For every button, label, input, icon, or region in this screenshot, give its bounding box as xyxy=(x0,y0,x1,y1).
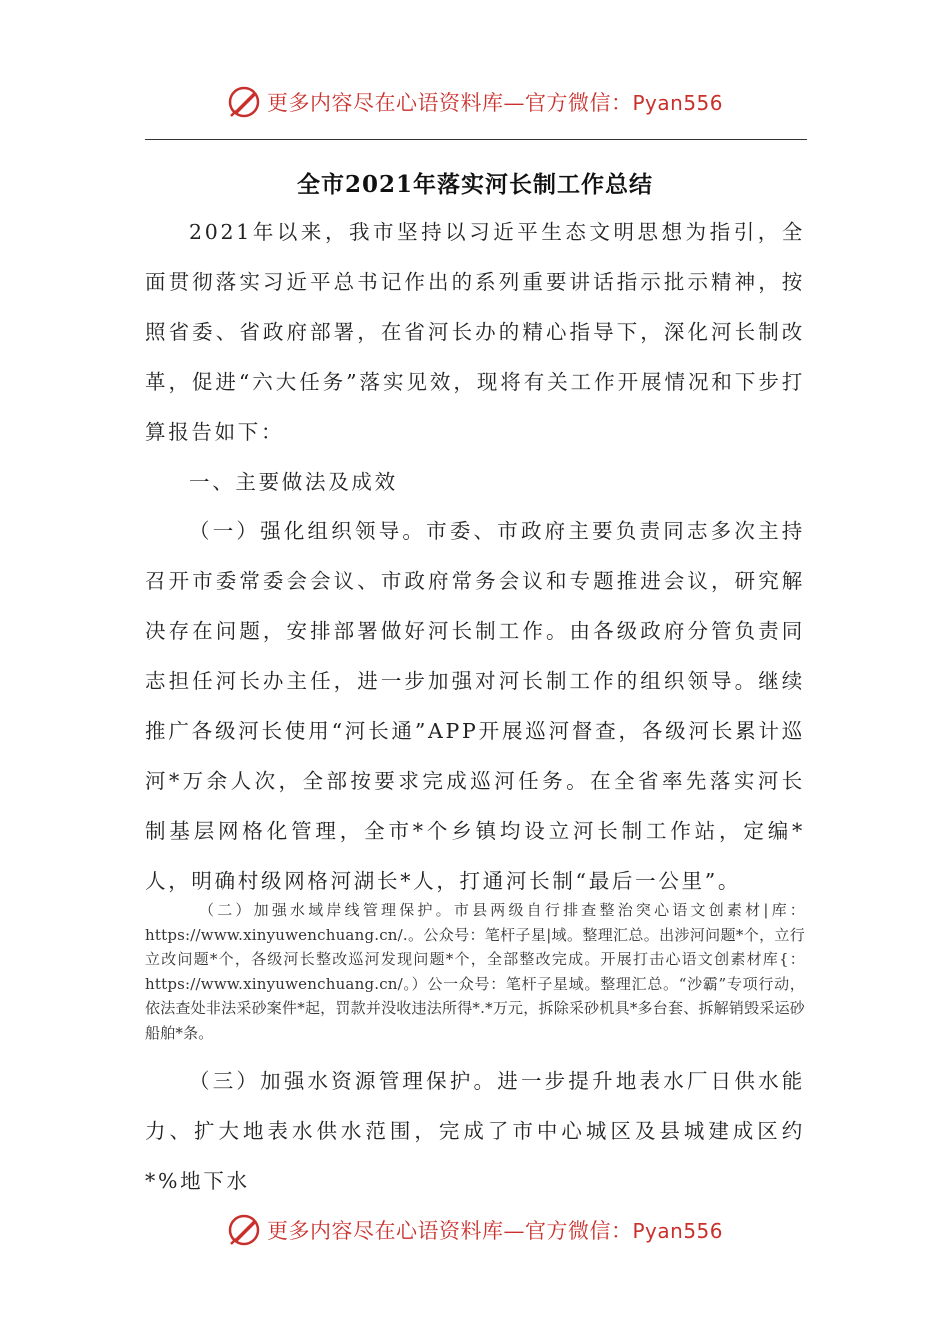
intro-paragraph: 2021年以来，我市坚持以习近平生态文明思想为指引，全面贯彻落实习近平总书记作出的系列重要讲话指示批示精神，按照省委、省政府部署，在省河长办的精心指导下，深化河长制改革，促进“六大任务”落实见效，现将有关工作开展情况和下步打算报告如下： xyxy=(145,220,805,444)
section-heading: 一、主要做法及成效 xyxy=(189,470,398,494)
header-watermark xyxy=(0,82,950,122)
item-3-paragraph: （三）加强水资源管理保护。进一步提升地表水厂日供水能力、扩大地表水供水范围，完成了市中心城区及县城建成区约*%地下水 xyxy=(145,1069,805,1193)
quill-logo-icon xyxy=(227,85,261,119)
footer-wechat-id: Pyan556 xyxy=(632,1219,723,1243)
footer-watermark xyxy=(0,1210,950,1250)
document-title: 全市2021年落实河长制工作总结 xyxy=(296,171,653,198)
footer-watermark-text: 更多内容尽在心语资料库—官方微信：Pyan556 xyxy=(266,1219,723,1243)
header-wechat-id: Pyan556 xyxy=(632,91,723,115)
quill-logo-icon xyxy=(227,1213,261,1247)
header-watermark-text: 更多内容尽在心语资料库—官方微信：Pyan556 xyxy=(266,91,723,115)
header-divider xyxy=(145,139,807,140)
item-2-paragraph: （二）加强水域岸线管理保护。市县两级自行排查整治突心语文创素材|库：https://www.xinyuwenchuang.cn/.。公众号：笔杆子星|域。整理汇总。出涉河问题*个，立行立改问题*个，各级河长整改巡河发现问题*个，全部整改完成。开展打击心语文创素材库{：https://www.xinyuwenchuang.cn/。）公一众号：笔杆子星域。整理汇总。“沙霸”专项行动，依法查处非法采砂案件*起，罚款并没收违法所得*.*万元，拆除采砂机具*多台套、拆解销毁采运砂船舶*条。 xyxy=(145,901,805,1042)
item-1-paragraph: （一）强化组织领导。市委、市政府主要负责同志多次主持召开市委常委会会议、市政府常务会议和专题推进会议，研究解决存在问题，安排部署做好河长制工作。由各级政府分管负责同志担任河长办主任，进一步加强对河长制工作的组织领导。继续推广各级河长使用“河长通”APP开展巡河督查，各级河长累计巡河*万余人次，全部按要求完成巡河任务。在全省率先落实河长制基层网格化管理，全市*个乡镇均设立河长制工作站，定编*人，明确村级网格河湖长*人，打通河长制“最后一公里”。 xyxy=(145,519,805,893)
